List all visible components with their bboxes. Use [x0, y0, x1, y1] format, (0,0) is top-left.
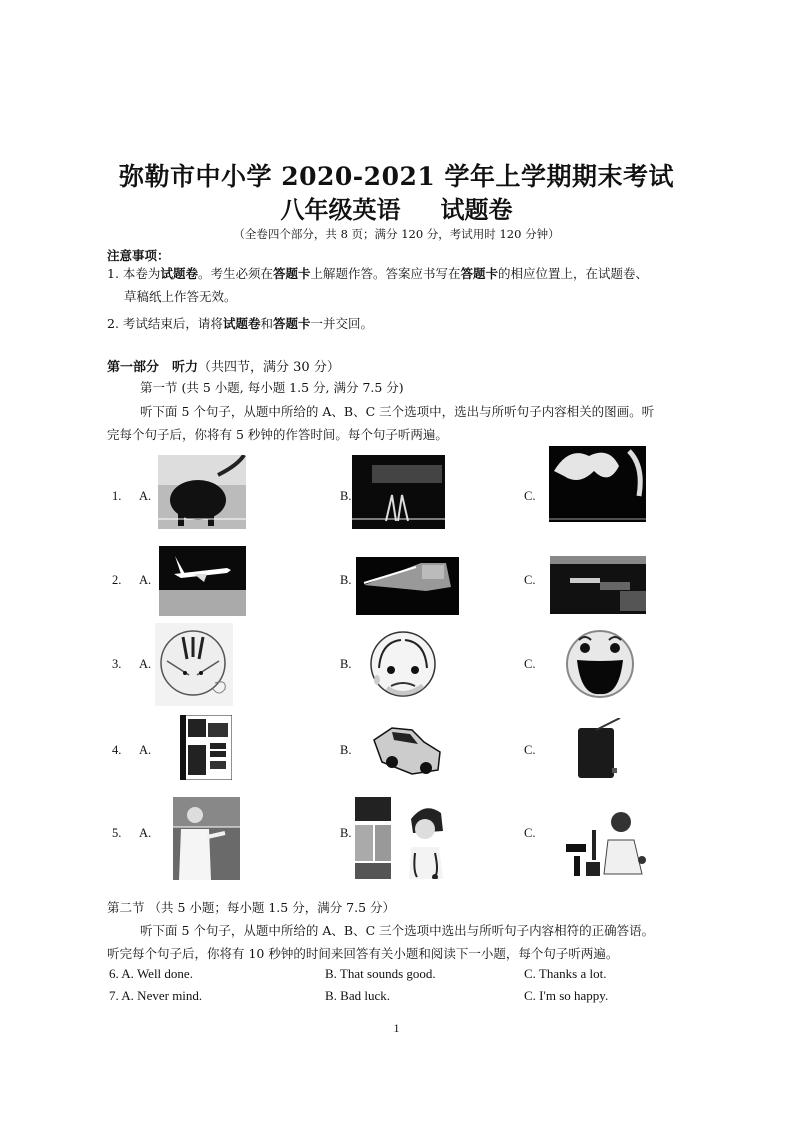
question-number: 5. — [112, 826, 122, 840]
text: 和 — [260, 316, 273, 331]
text: 。考生必须在 — [197, 266, 273, 281]
option-label: C. — [524, 489, 536, 503]
section2-instruction-1: 听下面 5 个句子，从题中所给的 A、B、C 三个选项中选出与所听句子内容相符的正确答语。 — [140, 923, 655, 938]
bold-text: 答题卡 — [272, 266, 311, 281]
question-7 — [109, 988, 202, 1004]
text: 本卷为 — [122, 266, 161, 281]
bold-text: 试题卷 — [160, 266, 198, 281]
paper-type-label: 试题卷 — [440, 195, 513, 224]
option-label: B. — [340, 826, 352, 840]
option-a: A. Well done. — [121, 966, 193, 981]
option-label: B. — [340, 489, 352, 503]
question-number: 4. — [112, 743, 122, 757]
option-label: A. — [139, 826, 152, 840]
koala-image[interactable] — [549, 446, 646, 522]
notice-item-2 — [107, 313, 373, 335]
question-number: 1. — [112, 489, 122, 503]
train-image[interactable] — [356, 557, 459, 615]
option-a: A. Never mind. — [121, 988, 203, 1003]
part1-score: （共四节，满分 30 分） — [198, 360, 340, 375]
question-number: 7. — [109, 988, 119, 1003]
section2-heading: 第二节 （共 5 小题；每小题 1.5 分，满分 7.5 分） — [107, 900, 396, 915]
option-label: B. — [340, 573, 352, 587]
notice-heading: 注意事项： — [107, 248, 170, 263]
airplane-image[interactable] — [159, 546, 246, 616]
car-image[interactable] — [372, 722, 442, 777]
text: 考试结束后，请将 — [122, 316, 223, 331]
subject-label: 八年级英语 — [280, 195, 401, 224]
option-label: B. — [340, 657, 352, 671]
notice-num: 1. — [107, 266, 119, 281]
exam-subtitle-line — [0, 190, 793, 225]
exam-info: （全卷四个部分，共 8 页；满分 120 分，考试用时 120 分钟） — [233, 227, 560, 241]
question-6 — [109, 966, 193, 982]
notice-item-1 — [107, 263, 727, 285]
question-number: 6. — [109, 966, 119, 981]
question-number: 2. — [112, 573, 122, 587]
option-label: B. — [340, 743, 352, 757]
option-label: A. — [139, 657, 152, 671]
option-c: C. Thanks a lot. — [524, 966, 607, 981]
bold-text: 答题卡 — [272, 316, 311, 331]
angry-face-image[interactable] — [155, 623, 233, 706]
doctor-lab-image[interactable] — [556, 800, 656, 880]
radio-image[interactable] — [576, 718, 621, 780]
giraffe-image[interactable] — [352, 455, 445, 529]
option-b: B. That sounds good. — [325, 966, 436, 981]
nurse-image[interactable] — [173, 797, 240, 880]
bold-text: 答题卡 — [460, 266, 499, 281]
option-b: B. Bad luck. — [325, 988, 390, 1003]
exam-title: 弥勒市中小学 2020-2021 学年上学期期末考试 — [119, 162, 674, 191]
elephant-image[interactable] — [158, 455, 246, 529]
ship-image[interactable] — [550, 556, 646, 614]
question-number: 3. — [112, 657, 122, 671]
page-number: 1 — [393, 1021, 400, 1035]
option-label: C. — [524, 573, 536, 587]
crying-face-image[interactable] — [367, 628, 440, 700]
option-label: A. — [139, 573, 152, 587]
section1-instruction-2: 完每个句子后，你将有 5 秒钟的作答时间。每个句子听两遍。 — [107, 427, 448, 442]
notice-item-1-cont: 草稿纸上作答无效。 — [124, 289, 237, 304]
option-label: C. — [524, 743, 536, 757]
part1-heading — [107, 356, 340, 375]
fridge-image[interactable] — [180, 715, 232, 780]
text: 上解题作答。答案应书写在 — [310, 266, 461, 281]
notice-num: 2. — [107, 316, 119, 331]
option-label: C. — [524, 826, 536, 840]
section2-instruction-2: 听完每个句子后，你将有 10 秒钟的时间来回答有关小题和阅读下一小题，每个句子听两遍。 — [107, 946, 619, 961]
option-c: C. I'm so happy. — [524, 988, 609, 1003]
part1-title: 第一部分 听力 — [107, 360, 199, 375]
option-label: A. — [139, 489, 152, 503]
option-label: C. — [524, 657, 536, 671]
bold-text: 试题卷 — [222, 316, 261, 331]
laughing-face-image[interactable] — [563, 628, 638, 700]
section1-instruction-1: 听下面 5 个句子，从题中所给的 A、B、C 三个选项中，选出与所听句子内容相关的图画。听 — [140, 404, 655, 419]
text: 的相应位置上，在试题卷、 — [498, 266, 649, 281]
doctor-stethoscope-image[interactable] — [355, 797, 460, 879]
section1-heading: 第一节 (共 5 小题, 每小题 1.5 分, 满分 7.5 分) — [140, 380, 404, 395]
text: 一并交回。 — [310, 316, 373, 331]
option-label: A. — [139, 743, 152, 757]
